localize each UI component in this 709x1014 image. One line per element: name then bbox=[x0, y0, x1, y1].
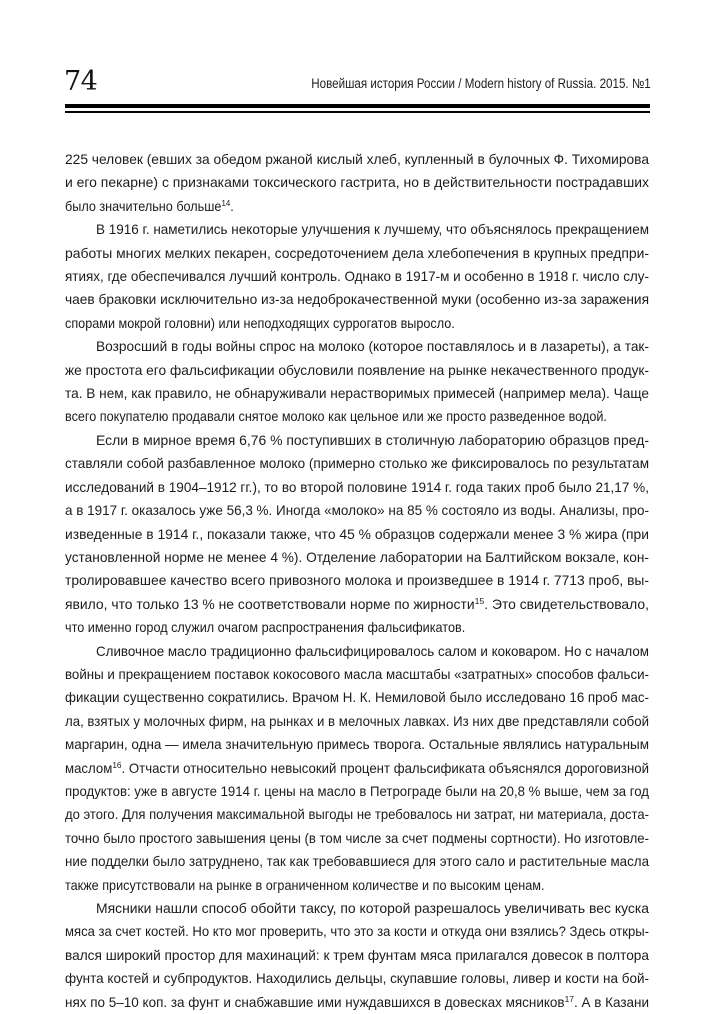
text-line bbox=[65, 546, 649, 569]
line-text: что именно город служил очагом распространения фальсификатов. bbox=[65, 620, 466, 636]
paragraph bbox=[65, 429, 649, 640]
footnote-ref[interactable]: 16 bbox=[112, 759, 122, 770]
line-text: маргарин, одна — имела значительную примесь творога. Остальные являлись натуральным bbox=[65, 737, 649, 753]
line-text: а в 1917 г. оказалось уже 56,3 %. Иногда «молоко» на 85 % состояло из воды. Анализы, про- bbox=[65, 503, 649, 519]
line-text-after-footnote: . Отчасти относительно невысокий процент фальсификата объяснялся дороговизной bbox=[121, 760, 650, 776]
line-text: продуктов: уже в августе 1914 г. цены на масло в Петрограде были на 20,8 % выше, чем за год bbox=[65, 783, 649, 799]
text-line bbox=[96, 897, 649, 920]
line-text: Сливочное масло традиционно фальсифицировалось салом и коковаром. Но с началом bbox=[96, 643, 649, 659]
line-text: вался широкий простор для махинаций: к трем фунтам мяса прилагался довесок в полтора bbox=[65, 947, 649, 963]
line-text: до этого. Для получения максимальной выгоды не требовалось ни затрат, ни материала, доста- bbox=[65, 807, 649, 823]
line-text: изведенные в 1914 г., показали также, что 45 % образцов содержали менее 3 % жира (при bbox=[65, 526, 649, 542]
text-line bbox=[65, 593, 649, 616]
line-text: Если в мирное время 6,76 % поступивших в столичную лабораторию образцов пред- bbox=[96, 432, 649, 448]
text-line bbox=[65, 382, 649, 405]
text-line bbox=[65, 405, 607, 428]
line-text: ла, взятых у молочных фирм, на рынках и в мелочных лавках. Из них две представляли собой bbox=[65, 713, 649, 729]
line-text: тролировавшее качество всего привозного молока и произведшее в 1914 г. 7713 проб, вы- bbox=[65, 573, 649, 589]
text-line bbox=[65, 710, 649, 733]
text-line bbox=[65, 499, 649, 522]
header-rule-thin bbox=[65, 111, 650, 113]
line-text: фикации существенно сократились. Врачом Н. К. Немиловой было исследовано 16 проб мас- bbox=[65, 690, 649, 706]
text-line bbox=[65, 476, 649, 499]
line-text: В 1916 г. наметились некоторые улучшения к лучшему, что объяснялось прекращением bbox=[96, 222, 649, 238]
text-line bbox=[65, 452, 649, 475]
line-text: нях по 5–10 коп. за фунт и снабжавшие ими нуждавшихся в довесках мясников bbox=[65, 994, 565, 1010]
text-line bbox=[65, 171, 649, 194]
text-line bbox=[65, 686, 649, 709]
text-line bbox=[96, 429, 649, 452]
article-body bbox=[65, 148, 649, 1014]
text-line bbox=[65, 733, 649, 756]
paragraph bbox=[65, 897, 649, 1014]
text-line bbox=[65, 242, 649, 265]
line-text: чаев браковки исключительно из-за недоброкачественной муки (особенно из-за заражения bbox=[65, 292, 649, 308]
footnote-ref[interactable]: 15 bbox=[474, 595, 485, 606]
text-line bbox=[65, 850, 649, 873]
line-text: было значительно больше bbox=[65, 198, 222, 214]
text-line bbox=[65, 757, 649, 780]
paragraph bbox=[65, 335, 649, 429]
line-text-after-footnote: . bbox=[230, 198, 234, 214]
paragraph bbox=[65, 148, 649, 218]
text-line bbox=[65, 616, 465, 639]
text-line bbox=[65, 148, 649, 171]
line-text: мяса за счет костей. Но кто мог проверить, что это за кости и откуда они взялись? Здесь откры- bbox=[65, 924, 649, 940]
text-line bbox=[65, 803, 649, 826]
line-text: Возросший в годы войны спрос на молоко (которое поставлялось и в лазареты), а так- bbox=[96, 339, 650, 355]
line-text: точно было простого завышения цены (в том числе за счет подмены сортности). Но изготовле- bbox=[65, 830, 649, 846]
line-text: ятиях, где обеспечивался лучший контроль. Однако в 1917-м и особенно в 1918 г. число слу- bbox=[65, 269, 649, 285]
line-text: установленной норме не менее 4 %). Отделение лаборатории на Балтийском вокзале, кон- bbox=[65, 549, 649, 565]
line-text: всего покупателю продавали снятое молоко как цельное или же просто разведенное водой. bbox=[65, 409, 607, 425]
text-line bbox=[65, 663, 649, 686]
line-text: работы многих мелких пекарен, сосредоточением дела хлебопечения в крупных предпри- bbox=[65, 245, 649, 261]
text-line bbox=[65, 288, 649, 311]
text-line bbox=[65, 991, 649, 1014]
paragraph bbox=[65, 640, 649, 897]
line-text: фунта костей и субпродуктов. Находились дельцы, скупавшие головы, ливер и кости на бой- bbox=[65, 971, 649, 987]
text-line bbox=[65, 827, 649, 850]
line-text: 225 человек (евших за обедом ржаной кислый хлеб, купленный в булочных Ф. Тихомирова bbox=[65, 152, 649, 167]
text-line bbox=[65, 359, 649, 382]
line-text: войны и прекращением поставок кокосового масла масштабы «затратных» способов фальси- bbox=[65, 666, 649, 682]
text-line bbox=[65, 920, 649, 943]
text-line bbox=[65, 780, 649, 803]
text-line bbox=[65, 523, 649, 546]
line-text: явило, что только 13 % не соответствовали норме по жирности bbox=[65, 596, 475, 612]
paragraph bbox=[65, 218, 649, 335]
line-text: ние подделки было затруднено, так как требовавшиеся для этого сало и растительные масла bbox=[65, 854, 649, 870]
line-text: же простота его фальсификации обусловили появление на рынке некачественного продук- bbox=[65, 362, 649, 378]
line-text: исследований в 1904–1912 гг.), то во второй половине 1914 г. года таких проб было 21,17 %, bbox=[65, 479, 649, 495]
text-line bbox=[65, 312, 455, 335]
text-line bbox=[96, 640, 649, 663]
line-text: спорами мокрой головни) или неподходящих суррогатов выросло. bbox=[65, 315, 455, 331]
line-text: Мясники нашли способ обойти таксу, по которой разрешалось увеличивать вес куска bbox=[96, 901, 649, 916]
footnote-ref[interactable]: 17 bbox=[564, 993, 574, 1004]
page-number: 74 bbox=[64, 66, 98, 97]
text-line bbox=[96, 335, 649, 358]
text-line bbox=[65, 195, 234, 218]
text-line bbox=[65, 569, 649, 592]
running-title: Новейшая история России / Modern history of Russia. 2015. №1 bbox=[311, 76, 651, 91]
header-rule-thick bbox=[65, 104, 650, 108]
line-text-after-footnote: . Это свидетельствовало, bbox=[484, 596, 649, 612]
text-line bbox=[96, 218, 649, 241]
line-text: и его пекарне) с признаками токсического гастрита, но в действительности пострадавших bbox=[65, 175, 649, 191]
text-line bbox=[65, 265, 649, 288]
footnote-ref[interactable]: 14 bbox=[221, 197, 231, 208]
line-text-after-footnote: . А в Казани bbox=[573, 994, 649, 1010]
line-text: маслом bbox=[65, 760, 113, 776]
text-line bbox=[65, 967, 649, 990]
text-line bbox=[65, 944, 649, 967]
text-line bbox=[65, 874, 544, 897]
line-text: также присутствовали на рынке в ограниченном количестве и по высоким ценам. bbox=[65, 877, 545, 893]
line-text: та. В нем, как правило, не обнаруживали нерастворимых примесей (например мела). Чаще bbox=[65, 386, 649, 402]
line-text: ставляли собой разбавленное молоко (примерно столько же фиксировалось по результатам bbox=[65, 456, 649, 472]
